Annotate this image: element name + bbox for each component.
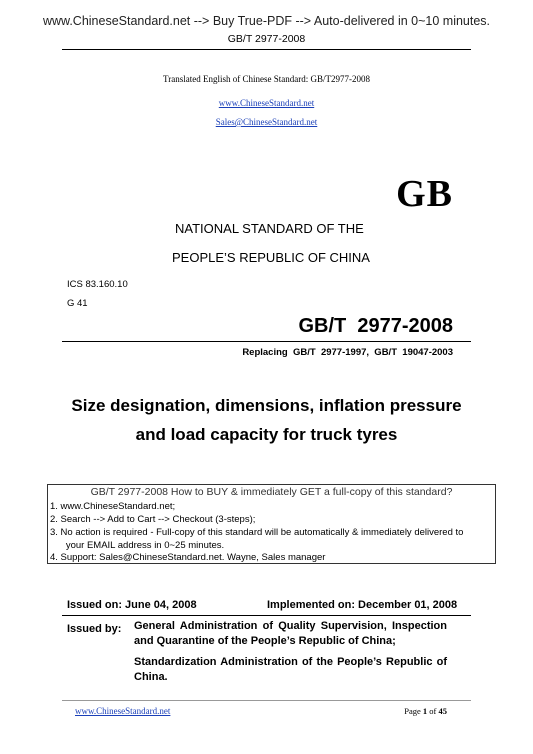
- buy-info-box: [47, 484, 496, 564]
- page-current: 1: [422, 706, 428, 716]
- translation-note: Translated English of Chinese Standard: GB/T2977-2008: [163, 74, 370, 84]
- implemented-on: Implemented on: December 01, 2008: [267, 599, 458, 611]
- website-link[interactable]: www.ChineseStandard.net: [218, 98, 315, 108]
- ics-code: ICS 83.160.10: [67, 279, 128, 290]
- top-banner: www.ChineseStandard.net --> Buy True-PDF --> Auto-delivered in 0~10 minutes.: [42, 14, 491, 28]
- footer-rule: [62, 700, 471, 701]
- issuer-2: Standardization Administration of the People’s Republic of China.: [134, 656, 447, 683]
- buy-step-4: 4. Support: Sales@ChineseStandard.net. Wayne, Sales manager: [50, 552, 326, 563]
- footer-website-link[interactable]: www.ChineseStandard.net: [75, 706, 171, 716]
- title-line1: Size designation, dimensions, inflation pressure: [71, 396, 462, 415]
- title-line2: and load capacity for truck tyres: [135, 425, 398, 444]
- page-of: of: [427, 706, 439, 716]
- email-link-wrap: [0, 112, 533, 130]
- standard-number: GB/T 2977-2008: [298, 315, 453, 337]
- page-prefix: Page: [404, 706, 423, 716]
- national-line1: NATIONAL STANDARD OF THE: [175, 221, 364, 236]
- page-number: [404, 706, 447, 716]
- page-total: 45: [438, 706, 447, 716]
- issue-rule: [62, 615, 471, 616]
- issued-on: Issued on: June 04, 2008: [67, 599, 197, 611]
- replacing-note: Replacing GB/T 2977-1997, GB/T 19047-2003: [242, 347, 453, 358]
- issued-by-label: Issued by:: [67, 623, 122, 635]
- class-code: G 41: [67, 298, 88, 309]
- buy-step-2: 2. Search --> Add to Cart --> Checkout (3-steps);: [50, 514, 256, 525]
- header-rule: [62, 49, 471, 50]
- standard-rule: [62, 341, 471, 342]
- buy-box-title: GB/T 2977-2008 How to BUY & immediately GET a full-copy of this standard?: [90, 486, 453, 498]
- national-line2: PEOPLE’S REPUBLIC OF CHINA: [172, 250, 370, 265]
- doc-code-header: GB/T 2977-2008: [227, 33, 306, 45]
- email-link[interactable]: Sales@ChineseStandard.net: [215, 117, 318, 127]
- issuer-1: General Administration of Quality Supervision, Inspection and Quarantine of the People’s Republic of China;: [134, 620, 447, 647]
- buy-step-1[interactable]: 1. www.ChineseStandard.net;: [50, 501, 176, 512]
- gb-logo: GB: [396, 173, 453, 215]
- website-link-wrap: [0, 93, 533, 111]
- buy-step-3-cont: your EMAIL address in 0~25 minutes.: [50, 540, 225, 551]
- buy-step-3: 3. No action is required - Full-copy of this standard will be automatically & immediately delivered to: [50, 527, 464, 538]
